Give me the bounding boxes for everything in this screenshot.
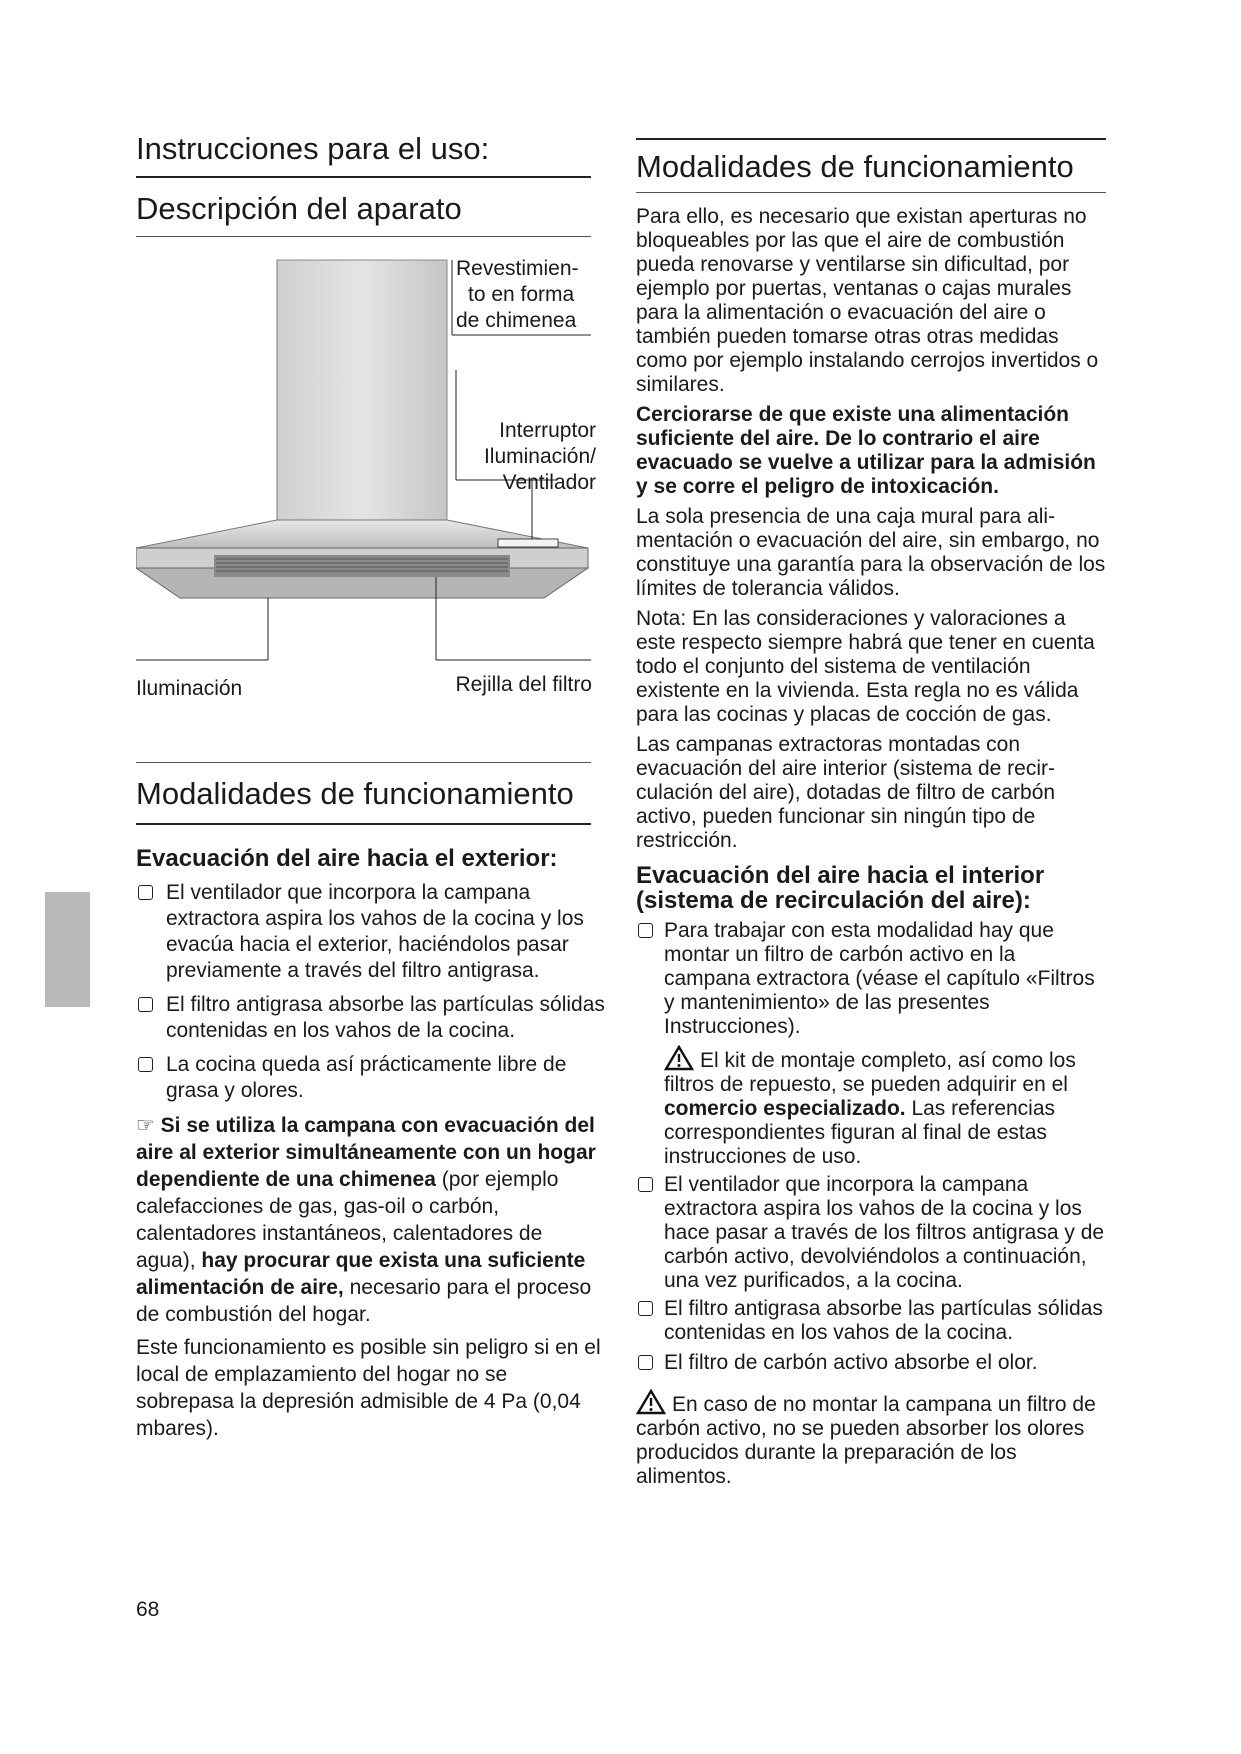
checkbox-bullet-icon xyxy=(638,923,653,938)
section-title-modes: Modalidades de funcionamiento xyxy=(136,776,574,811)
checkbox-bullet-icon xyxy=(638,1177,653,1192)
label-line: Interruptor xyxy=(499,419,596,442)
list-item xyxy=(136,992,606,1044)
paragraph-warning-air xyxy=(636,403,1106,499)
section-title-description: Descripción del aparato xyxy=(136,191,462,226)
warning-block-kit xyxy=(636,1045,1106,1169)
right-title-rule-top xyxy=(636,138,1106,140)
note-text-1: (por ejemplo calefacciones de gas, gas-oil o carbón, calentadores instantáneos, calentadores de agua), xyxy=(136,1168,559,1272)
subheading-interior: Evacuación del aire hacia el interior (sistema de recirculación del aire): xyxy=(636,862,1045,914)
title-rule xyxy=(136,176,591,178)
checkbox-bullet-icon xyxy=(138,997,153,1012)
label-chimney-cover xyxy=(456,256,596,334)
label-filter-grille: Rejilla del filtro xyxy=(455,673,592,696)
list-item xyxy=(636,1351,1106,1375)
subheading-exterior: Evacuación del aire hacia el exterior: xyxy=(136,845,558,872)
label-line: Revestimien- xyxy=(456,257,579,280)
warning-text-2: Las referencias correspondientes figuran al final de estas instrucciones de uso. xyxy=(664,1097,1056,1168)
paragraph-openings: Para ello, es necesario que existan aperturas no bloqueables por las que el aire de combustión pueda renovarse y ventilarse sin dificultad, por ejemplo por puertas, ventanas o cajas murales para la alimentación o evacuación del aire o también pueden tomarse otras otras medidas como por ejemplo instalando cerrojos invertidos o similares. xyxy=(636,205,1099,396)
warning-triangle-icon xyxy=(664,1045,694,1071)
list-item-text: La cocina queda así prácticamente libre de grasa y olores. xyxy=(166,1053,567,1102)
list-item-text: El filtro antigrasa absorbe las partículas sólidas contenidas en los vahos de la cocina. xyxy=(664,1297,1103,1344)
label-switch xyxy=(436,418,596,496)
right-title-rule xyxy=(636,192,1106,193)
warning-text: El kit de montaje completo, así como los filtros de repuesto, se pueden adquirir en el xyxy=(664,1049,1076,1096)
note-bold-2: hay procurar que exista una suficiente alimentación de aire, xyxy=(136,1249,586,1299)
list-item-text: El filtro de carbón activo absorbe el olor. xyxy=(664,1351,1038,1374)
warning-bold: comercio especializado. xyxy=(664,1097,906,1120)
bold-warning-text: Cerciorarse de que existe una alimentación suficiente del aire. De lo contrario el aire evacuado se vuelve a utilizar para la admisión y se corre el peligro de intoxicación. xyxy=(636,403,1096,498)
list-item-text: El filtro antigrasa absorbe las partículas sólidas contenidas en los vahos de la cocina. xyxy=(166,993,605,1042)
paragraph-recirculation: Las campanas extractoras montadas con evacuación del aire interior (sistema de recirculación del aire), dotadas de filtro de carbón activo, pueden funcionar sin ningún tipo de restricción. xyxy=(636,733,1056,852)
note-bold-1: Si se utiliza la campana con evacuación del aire al exterior simultáneamente con un hogar dependiente de una chimenea xyxy=(136,1114,596,1191)
list-item xyxy=(636,919,1106,1039)
checkbox-bullet-icon xyxy=(638,1301,653,1316)
list-item-text: El ventilador que incorpora la campana extractora aspira los vahos de la cocina y los evacúa hacia el exterior, haciéndolos pasar previamente a través del filtro antigrasa. xyxy=(166,881,584,982)
note-paragraph xyxy=(136,1112,606,1328)
warning-block-carbon xyxy=(636,1389,1106,1489)
list-item xyxy=(636,1297,1106,1345)
list-item-text: Para trabajar con esta modalidad hay que montar un filtro de carbón activo en la campana extractora (véase el capítulo «Filtros y mantenimiento» de las presentes Instrucciones). xyxy=(664,919,1095,1038)
hand-pointer-icon: ☞ xyxy=(136,1114,155,1137)
label-line: to en forma xyxy=(468,283,575,306)
page-number: 68 xyxy=(136,1598,160,1621)
list-item xyxy=(136,880,606,984)
warning-text: En caso de no montar la campana un filtro de carbón activo, no se pueden absorber los olores producidos durante la preparación de los alimentos. xyxy=(636,1393,1096,1488)
right-section-title: Modalidades de funcionamiento xyxy=(636,149,1074,184)
checkbox-bullet-icon xyxy=(138,885,153,900)
list-item xyxy=(636,1173,1106,1293)
label-lighting: Iluminación xyxy=(136,677,243,700)
description-rule xyxy=(136,236,591,237)
paragraph-note: Nota: En las consideraciones y valoraciones a este respecto siempre habrá que tener en cuenta todo el conjunto del sistema de ventilación existente en la vivienda. Esta regla no es válida para las cocinas y placas de cocción de gas. xyxy=(636,607,1095,726)
list-item xyxy=(136,1052,606,1104)
warning-triangle-icon xyxy=(636,1389,666,1415)
page-title: Instrucciones para el uso: xyxy=(136,131,490,166)
list-item-text: El ventilador que incorpora la campana extractora aspira los vahos de la cocina y los hace pasar a través de los filtros antigrasa y de carbón activo, devolviéndolos a continuación, una vez purificados, a la cocina. xyxy=(664,1173,1105,1292)
section-rule xyxy=(136,823,591,825)
checkbox-bullet-icon xyxy=(138,1057,153,1072)
label-line: de chimenea xyxy=(456,309,577,332)
paragraph-wall-box: La sola presencia de una caja mural para alimentación o evacuación del aire, sin embargo, no constituye una garantía para la observación de los límites de tolerancia válidos. xyxy=(636,505,1106,600)
checkbox-bullet-icon xyxy=(638,1355,653,1370)
note-text-2: necesario para el proceso de combustión del hogar. xyxy=(136,1276,592,1326)
label-line: Ventilador xyxy=(502,471,596,494)
label-line: Iluminación/ xyxy=(483,445,596,468)
section-top-rule xyxy=(136,762,591,763)
section-tab-marker xyxy=(45,892,90,1007)
paragraph-depression: Este funcionamiento es posible sin peligro si en el local de emplazamiento del hogar no se sobrepasa la depresión admisible de 4 Pa (0,04 mbares). xyxy=(136,1336,601,1440)
